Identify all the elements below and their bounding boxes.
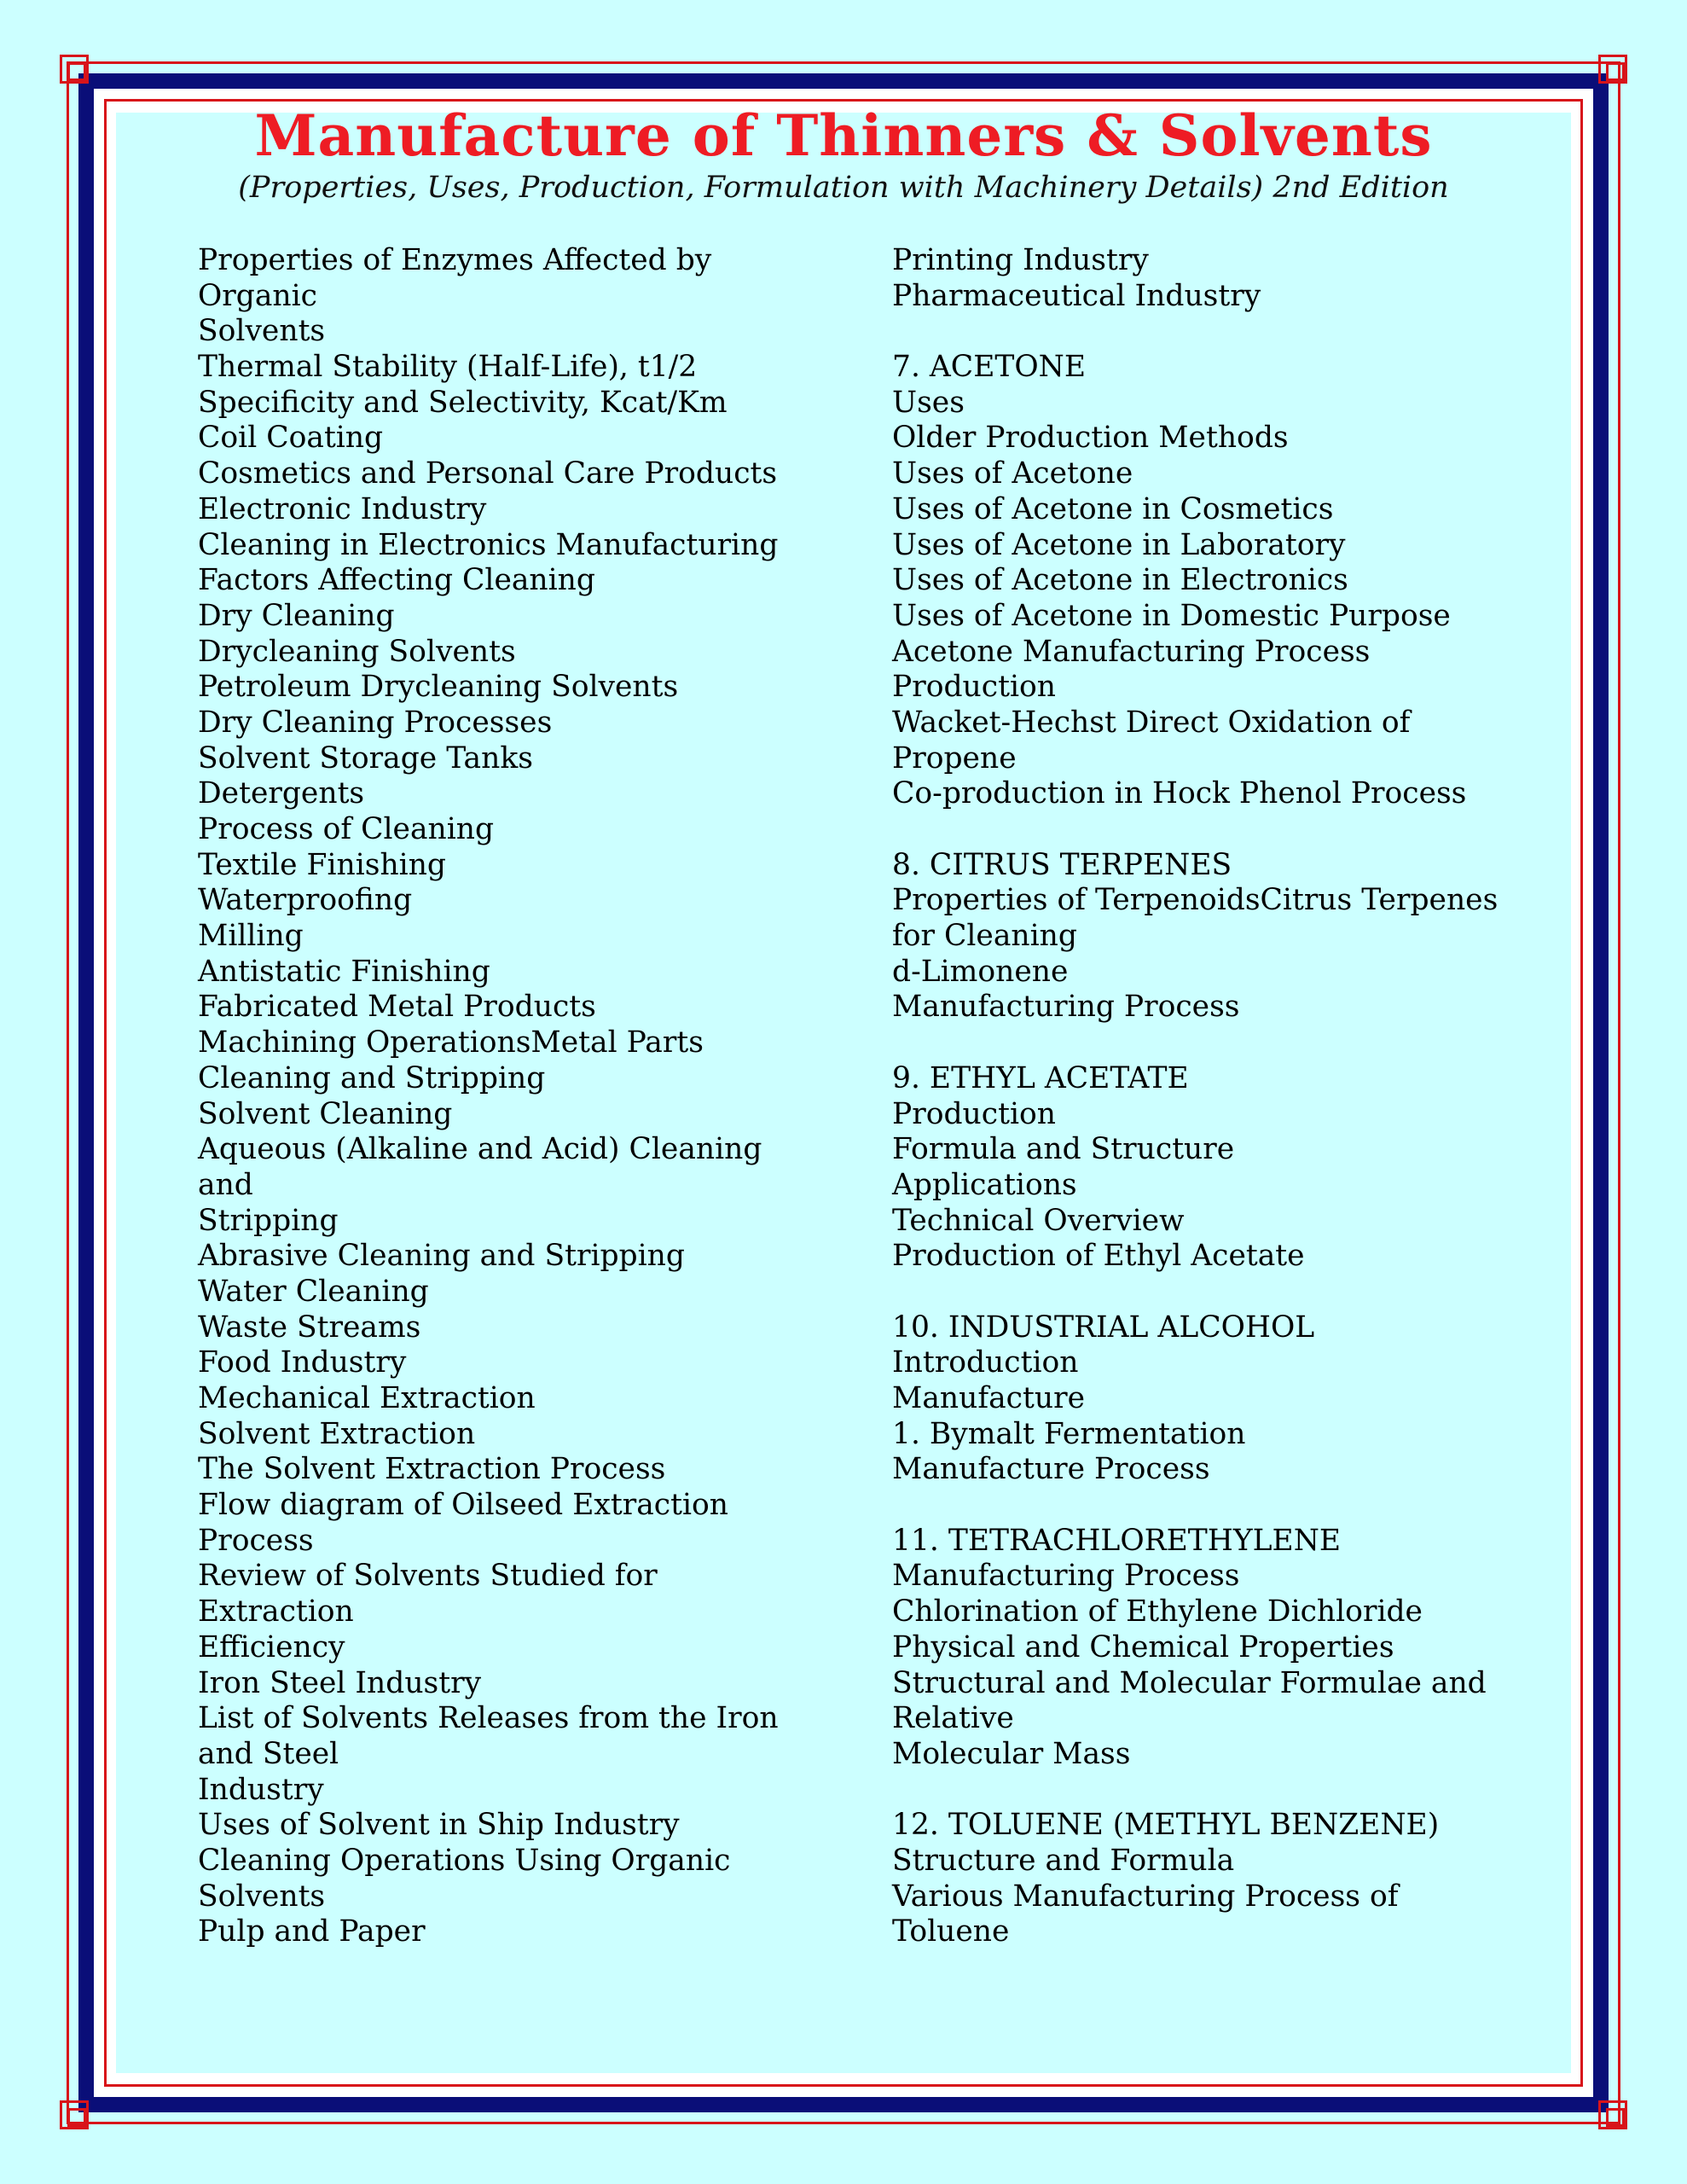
contents-item: Antistatic Finishing — [198, 954, 490, 989]
contents-item: Cleaning in Electronics Manufacturing — [198, 527, 779, 562]
contents-item: Flow diagram of Oilseed Extraction — [198, 1488, 728, 1523]
contents-item: Fabricated Metal Products — [198, 990, 596, 1025]
chapter-heading: 11. TETRACHLORETHYLENE — [892, 1523, 1342, 1558]
corner-ornament-top-right — [1598, 55, 1627, 84]
contents-item: Printing Industry — [892, 243, 1149, 277]
list-spacer — [892, 314, 1540, 350]
contents-item: Process of Cleaning — [198, 812, 495, 846]
contents-item: Uses of Acetone in Cosmetics — [892, 491, 1334, 526]
contents-item: Production of Ethyl Acetate — [892, 1239, 1305, 1274]
chapter-heading: 9. ETHYL ACETATE — [892, 1060, 1189, 1095]
contents-item: List of Solvents Releases from the Iron — [198, 1701, 779, 1736]
contents-item: Dry Cleaning — [198, 598, 395, 633]
contents-item: and — [198, 1167, 253, 1202]
contents-right-column — [892, 243, 1540, 1950]
contents-item: Physical and Chemical Properties — [892, 1629, 1394, 1664]
contents-item: Molecular Mass — [892, 1736, 1131, 1771]
contents-item: Solvent Storage Tanks — [198, 741, 533, 775]
contents-left-column — [198, 243, 812, 1950]
contents-item: Mechanical Extraction — [198, 1381, 536, 1415]
contents-item: Coil Coating — [198, 421, 384, 456]
contents-item: Manufacturing Process — [892, 990, 1240, 1025]
contents-item: Thermal Stability (Half-Life), t1/2 — [198, 350, 698, 385]
contents-item: Solvent Cleaning — [198, 1096, 453, 1131]
contents-item: Electronic Industry — [198, 491, 487, 526]
contents-item: Review of Solvents Studied for — [198, 1559, 658, 1594]
contents-item: Pulp and Paper — [198, 1914, 426, 1949]
contents-item: Aqueous (Alkaline and Acid) Cleaning — [198, 1132, 762, 1167]
contents-item: Formula and Structure — [892, 1132, 1235, 1167]
list-spacer — [892, 1773, 1540, 1809]
contents-item: Manufacture Process — [892, 1452, 1210, 1487]
contents-item: for Cleaning — [892, 919, 1077, 954]
list-spacer — [892, 1488, 1540, 1524]
contents-item: Wacket-Hechst Direct Oxidation of — [892, 705, 1411, 740]
contents-item: Factors Affecting Cleaning — [198, 563, 595, 598]
contents-item: Introduction — [892, 1345, 1079, 1380]
contents-item: and Steel — [198, 1736, 339, 1771]
contents-item: Extraction — [198, 1594, 354, 1629]
contents-item: Uses of Acetone — [892, 456, 1133, 491]
contents-item: Structure and Formula — [892, 1843, 1235, 1878]
contents-item: Drycleaning Solvents — [198, 634, 516, 669]
contents-item: Uses of Acetone in Electronics — [892, 563, 1348, 598]
contents-item: Cosmetics and Personal Care Products — [198, 456, 778, 491]
contents-item: Production — [892, 670, 1056, 705]
contents-item: Manufacture — [892, 1381, 1085, 1415]
contents-item: Pharmaceutical Industry — [892, 278, 1261, 313]
contents-item: Production — [892, 1096, 1056, 1131]
contents-item: Structural and Molecular Formulae and — [892, 1665, 1487, 1700]
contents-item: Cleaning Operations Using Organic — [198, 1843, 731, 1878]
contents-item: Specificity and Selectivity, Kcat/Km — [198, 385, 728, 420]
contents-item: Manufacturing Process — [892, 1559, 1240, 1594]
contents-item: Waste Streams — [198, 1310, 421, 1345]
contents-item: Co-production in Hock Phenol Process — [892, 776, 1467, 811]
contents-item: Properties of TerpenoidsCitrus Terpenes — [892, 883, 1499, 918]
list-spacer — [892, 1275, 1540, 1310]
chapter-heading: 10. INDUSTRIAL ALCOHOL — [892, 1310, 1315, 1345]
chapter-heading: 7. ACETONE — [892, 350, 1087, 385]
page-title: Manufacture of Thinners & Solvents — [254, 102, 1433, 169]
contents-item: Stripping — [198, 1203, 339, 1238]
contents-item: Organic — [198, 278, 318, 313]
contents-item: Relative — [892, 1701, 1014, 1736]
corner-ornament-bottom-left — [60, 2100, 89, 2129]
contents-item: The Solvent Extraction Process — [198, 1452, 666, 1487]
contents-item: Uses of Acetone in Laboratory — [892, 527, 1346, 562]
contents-item: Machining OperationsMetal Parts — [198, 1025, 704, 1060]
contents-item: Industry — [198, 1772, 324, 1807]
contents-item: Propene — [892, 741, 1017, 775]
contents-item: Uses — [892, 385, 965, 420]
contents-item: Older Production Methods — [892, 421, 1289, 456]
contents-item: Chlorination of Ethylene Dichloride — [892, 1594, 1423, 1629]
contents-item: Textile Finishing — [198, 847, 447, 882]
corner-ornament-top-left — [60, 55, 89, 84]
chapter-heading: 12. TOLUENE (METHYL BENZENE) — [892, 1808, 1440, 1843]
contents-item: Technical Overview — [892, 1203, 1185, 1238]
contents-item: Abrasive Cleaning and Stripping — [198, 1239, 685, 1274]
contents-item: Efficiency — [198, 1629, 345, 1664]
corner-ornament-bottom-right — [1598, 2100, 1627, 2129]
contents-item: d-Limonene — [892, 954, 1069, 989]
list-spacer — [892, 812, 1540, 848]
contents-item: Properties of Enzymes Affected by — [198, 243, 712, 277]
contents-item: Milling — [198, 919, 304, 954]
contents-item: 1. Bymalt Fermentation — [892, 1416, 1246, 1451]
contents-item: Water Cleaning — [198, 1274, 429, 1309]
contents-item: Uses of Solvent in Ship Industry — [198, 1808, 680, 1843]
list-spacer — [892, 1025, 1540, 1061]
contents-item: Solvent Extraction — [198, 1416, 476, 1451]
contents-item: Process — [198, 1523, 314, 1558]
page-subtitle: (Properties, Uses, Production, Formulation with Machinery Details) 2nd Edition — [238, 171, 1449, 205]
contents-item: Iron Steel Industry — [198, 1665, 482, 1700]
contents-item: Detergents — [198, 776, 365, 811]
contents-item: Toluene — [892, 1914, 1010, 1949]
contents-item: Petroleum Drycleaning Solvents — [198, 670, 679, 705]
contents-item: Cleaning and Stripping — [198, 1060, 546, 1095]
contents-item: Food Industry — [198, 1345, 407, 1380]
contents-item: Various Manufacturing Process of — [892, 1879, 1399, 1914]
contents-item: Solvents — [198, 314, 326, 349]
contents-item: Solvents — [198, 1879, 326, 1914]
contents-item: Uses of Acetone in Domestic Purpose — [892, 598, 1451, 633]
contents-item: Acetone Manufacturing Process — [892, 634, 1371, 669]
contents-item: Applications — [892, 1167, 1077, 1202]
contents-item: Waterproofing — [198, 883, 413, 918]
chapter-heading: 8. CITRUS TERPENES — [892, 847, 1232, 882]
contents-item: Dry Cleaning Processes — [198, 705, 553, 740]
